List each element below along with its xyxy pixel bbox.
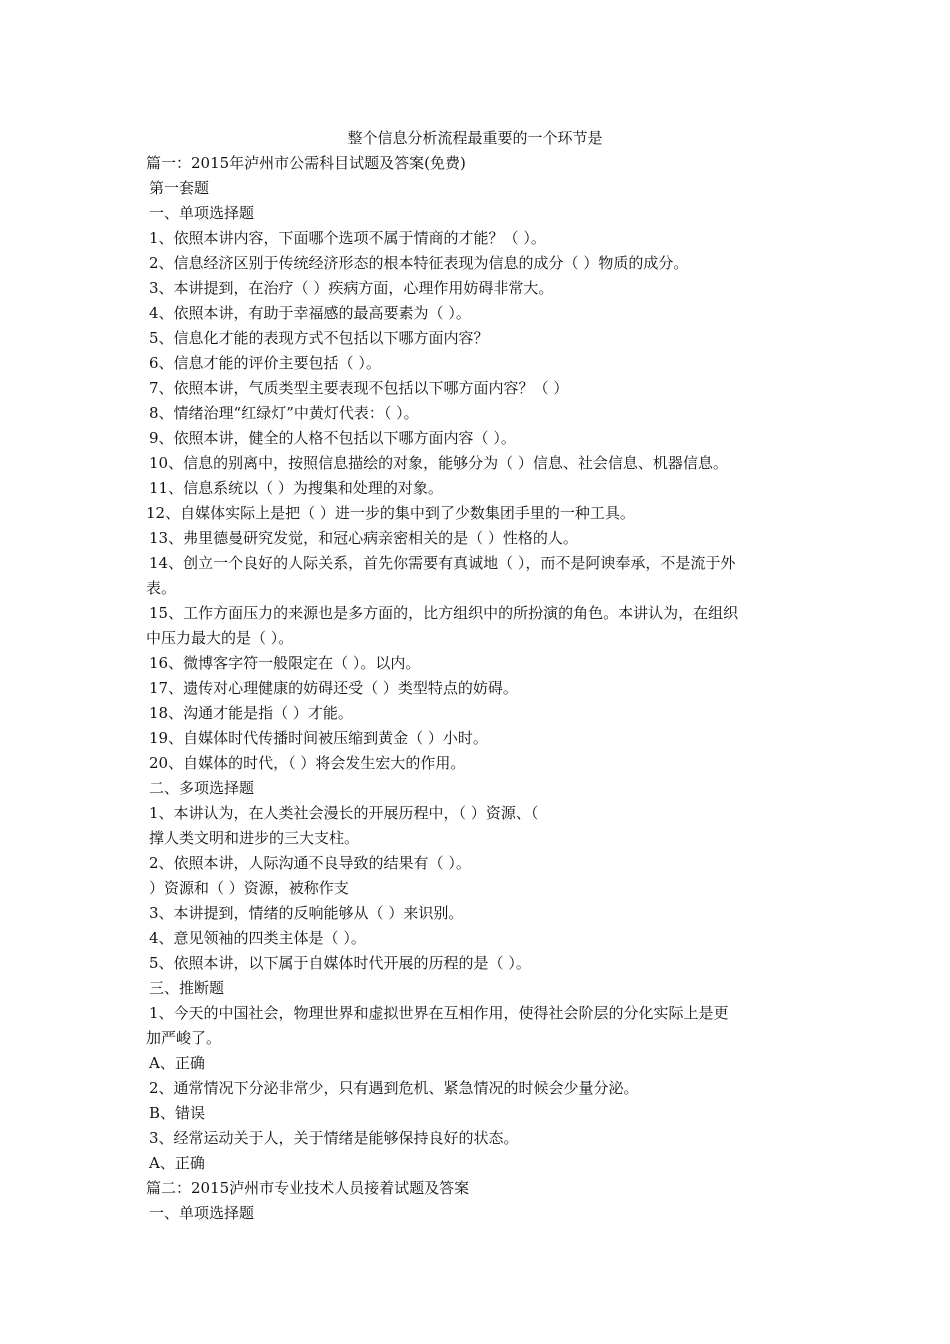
question-line: 5、信息化才能的表现方式不包括以下哪方面内容？ xyxy=(149,329,489,347)
question-line: 11、信息系统以（ ）为搜集和处理的对象。 xyxy=(149,479,443,497)
question-line: 16、微博客字符一般限定在（ ）。以内。 xyxy=(149,654,421,672)
question-line-continued: 中压力最大的是（ ）。 xyxy=(146,629,294,647)
question-type-heading: 一、单项选择题 xyxy=(149,204,255,222)
question-line: 19、自媒体时代传播时间被压缩到黄金（ ）小时。 xyxy=(149,729,488,747)
question-line: 15、工作方面压力的来源也是多方面的，比方组织中的所扮演的角色。本讲认为，在组织 xyxy=(149,604,739,622)
question-line: 1、依照本讲内容，下面哪个选项不属于情商的才能？（ ）。 xyxy=(149,229,546,247)
subsection-heading: 第一套题 xyxy=(149,179,210,197)
question-line: 17、遗传对心理健康的妨碍还受（ ）类型特点的妨碍。 xyxy=(149,679,518,697)
question-line: 3、本讲提到，在治疗（ ）疾病方面，心理作用妨碍非常大。 xyxy=(149,279,554,297)
question-type-heading: 一、单项选择题 xyxy=(149,1204,255,1222)
question-line: 5、依照本讲，以下属于自媒体时代开展的历程的是（ ）。 xyxy=(149,954,531,972)
question-line: 4、依照本讲，有助于幸福感的最高要素为（ ）。 xyxy=(149,304,471,322)
document-body xyxy=(146,151,810,1226)
question-line: 3、经常运动关于人，关于情绪是能够保持良好的状态。 xyxy=(149,1129,519,1147)
question-line: 18、沟通才能是指（ ）才能。 xyxy=(149,704,353,722)
section-heading: 篇一：2015年泸州市公需科目试题及答案(免费) xyxy=(146,154,466,172)
question-line-continued: 表。 xyxy=(146,579,177,597)
question-type-heading: 三、推断题 xyxy=(149,979,225,997)
question-line: 3、本讲提到，情绪的反响能够从（ ）来识别。 xyxy=(149,904,464,922)
question-line: 4、意见领袖的四类主体是（ ）。 xyxy=(149,929,366,947)
question-line: 13、弗里德曼研究发觉，和冠心病亲密相关的是（ ）性格的人。 xyxy=(149,529,578,547)
question-line: 9、依照本讲，健全的人格不包括以下哪方面内容（ ）。 xyxy=(149,429,516,447)
question-type-heading: 二、多项选择题 xyxy=(149,779,255,797)
question-line: 1、今天的中国社会，物理世界和虚拟世界在互相作用，使得社会阶层的分化实际上是更 xyxy=(149,1004,729,1022)
question-line: 2、通常情况下分泌非常少，只有遇到危机、紧急情况的时候会少量分泌。 xyxy=(149,1079,639,1097)
question-line: 7、依照本讲，气质类型主要表现不包括以下哪方面内容？（ ） xyxy=(149,379,569,397)
answer-line: A、正确 xyxy=(149,1054,205,1072)
question-line: 14、创立一个良好的人际关系，首先你需要有真诚地（ ），而不是阿谀奉承，不是流于外 xyxy=(149,554,736,572)
question-line-continued: 撑人类文明和进步的三大支柱。 xyxy=(149,829,360,847)
question-line-continued: ）资源和（ ）资源，被称作支 xyxy=(149,879,349,897)
question-line: 2、依照本讲，人际沟通不良导致的结果有（ ）。 xyxy=(149,854,471,872)
section-heading: 篇二：2015泸州市专业技术人员接着试题及答案 xyxy=(146,1179,470,1197)
question-line: 20、自媒体的时代，（ ）将会发生宏大的作用。 xyxy=(149,754,466,772)
question-line: 1、本讲认为，在人类社会漫长的开展历程中，（ ）资源、（ xyxy=(149,804,539,822)
question-line-continued: 加严峻了。 xyxy=(146,1029,222,1047)
question-line: 12、自媒体实际上是把（ ）进一步的集中到了少数集团手里的一种工具。 xyxy=(146,504,635,522)
question-line: 2、信息经济区别于传统经济形态的根本特征表现为信息的成分（ ）物质的成分。 xyxy=(149,254,689,272)
question-line: 10、信息的别离中，按照信息描绘的对象，能够分为（ ）信息、社会信息、机器信息。 xyxy=(149,454,728,472)
answer-line: A、正确 xyxy=(149,1154,205,1172)
question-line: 8、情绪治理“红绿灯”中黄灯代表：（ ）。 xyxy=(149,404,419,422)
question-line: 6、信息才能的评价主要包括（ ）。 xyxy=(149,354,381,372)
document-title: 整个信息分析流程最重要的一个环节是 xyxy=(347,129,603,147)
answer-line: B、错误 xyxy=(149,1104,206,1122)
